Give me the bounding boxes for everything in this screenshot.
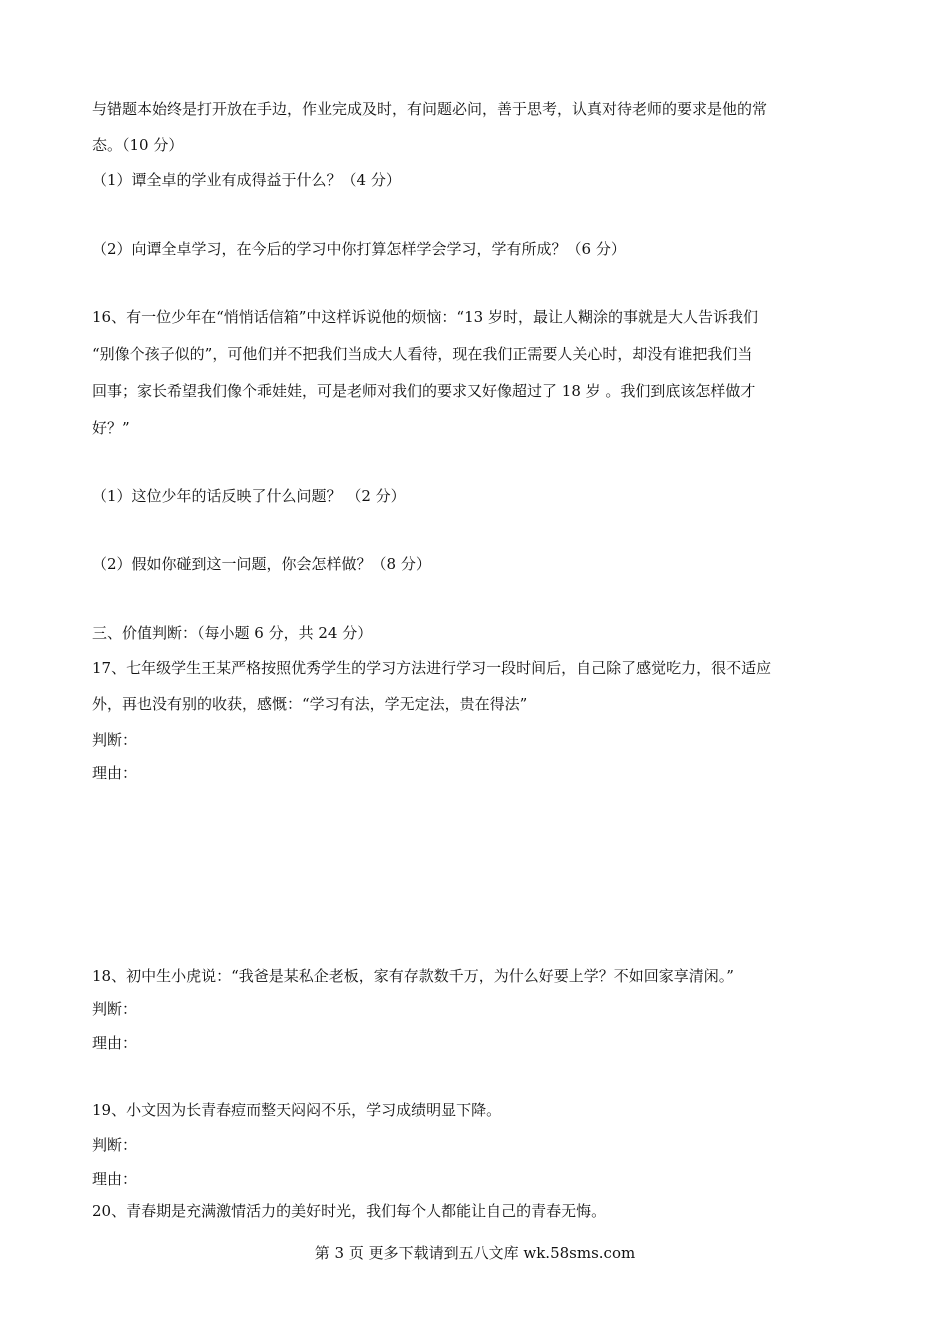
q16-subquestion-1: （1）这位少年的话反映了什么问题？ （2 分） [92,487,406,505]
q17-text-line-1: 17、七年级学生王某严格按照优秀学生的学习方法进行学习一段时间后，自己除了感觉吃力，很不适应 [92,659,772,677]
q16-text-line-3: 回事；家长希望我们像个乖娃娃，可是老师对我们的要求又好像超过了 18 岁 。我们到底该怎样做才 [92,382,756,400]
q20-text-line-1: 20、青春期是充满激情活力的美好时光，我们每个人都能让自己的青春无悔。 [92,1202,607,1220]
q15-text-line-1: 与错题本始终是打开放在手边，作业完成及时，有问题必问，善于思考，认真对待老师的要求是他的常 [92,100,768,118]
q15-subquestion-1: （1）谭全卓的学业有成得益于什么？（4 分） [92,171,401,189]
q16-text-line-4: 好？” [92,419,130,437]
q19-judge-label: 判断： [92,1136,138,1154]
q16-text-line-2: “别像个孩子似的”，可他们并不把我们当成大人看待，现在我们正需要人关心时，却没有谁把我们当 [92,345,753,363]
section-3-heading: 三、价值判断：（每小题 6 分，共 24 分） [92,624,373,642]
q17-reason-label: 理由： [92,764,138,782]
q17-judge-label: 判断： [92,731,138,749]
q18-judge-label: 判断： [92,1000,138,1018]
q16-subquestion-2: （2）假如你碰到这一问题，你会怎样做？（8 分） [92,555,431,573]
q16-text-line-1: 16、有一位少年在“悄悄话信箱”中这样诉说他的烦恼：“13 岁时，最让人糊涂的事就是大人告诉我们 [92,308,758,326]
q18-reason-label: 理由： [92,1034,138,1052]
q19-text-line-1: 19、小文因为长青春痘而整天闷闷不乐，学习成绩明显下降。 [92,1101,502,1119]
q15-text-line-2: 态。（10 分） [92,136,184,154]
q18-text-line-1: 18、初中生小虎说：“我爸是某私企老板，家有存款数千万，为什么好要上学？不如回家享清闲。” [92,967,734,985]
q15-subquestion-2: （2）向谭全卓学习，在今后的学习中你打算怎样学会学习，学有所成？（6 分） [92,240,626,258]
page-footer: 第 3 页 更多下载请到五八文库 wk.58sms.com [314,1244,636,1262]
q17-text-line-2: 外，再也没有别的收获，感慨：“学习有法，学无定法，贵在得法” [92,695,528,713]
q19-reason-label: 理由： [92,1170,138,1188]
